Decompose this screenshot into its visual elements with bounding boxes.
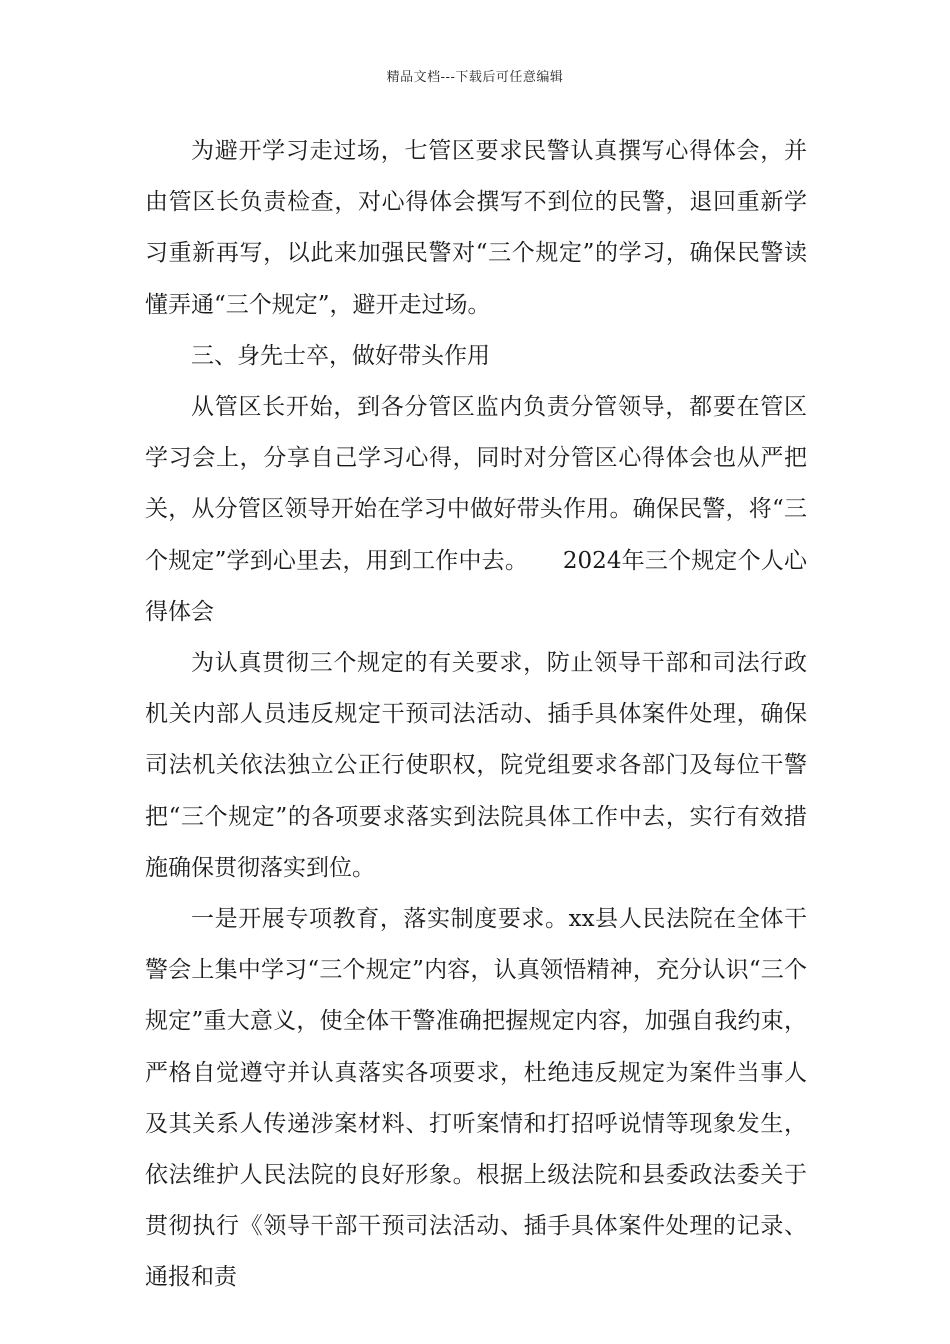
paragraph: 一是开展专项教育，落实制度要求。xx县人民法院在全体干警会上集中学习“三个规定”内容，认真领悟精神，充分认识“三个规定”重大意义，使全体干警准确把握规定内容，加强自我约束，严格自觉遵守并认真落实各项要求，杜绝违反规定为案件当事人及其关系人传递涉案材料、打听案情和打招呼说情等现象发生，依法维护人民法院的良好形象。根据上级法院和县委政法委关于贯彻执行《领导干部干预司法活动、插手具体案件处理的记录、通报和责 — [145, 906, 807, 1291]
paragraph: 为认真贯彻三个规定的有关要求，防止领导干部和司法行政机关内部人员违反规定干预司法活动、插手具体案件处理，确保司法机关依法独立公正行使职权，院党组要求各部门及每位干警把“三个规定”的各项要求落实到法院具体工作中去，实行有效措施确保贯彻落实到位。 — [145, 650, 807, 881]
section-heading: 三、身先士卒，做好带头作用 — [191, 342, 490, 369]
paragraph: 从管区长开始，到各分管区监内负责分管领导，都要在管区学习会上，分享自己学习心得，同时对分管区心得体会也从严把关，从分管区领导开始在学习中做好带头作用。确保民警，将“三个规定”学到心里去，用到工作中去。 2024年三个规定个人心得体会 — [145, 394, 807, 625]
document-body — [145, 126, 807, 1304]
page-header: 精品文档---下载后可任意编辑 — [386, 70, 564, 85]
paragraph: 为避开学习走过场，七管区要求民警认真撰写心得体会，并由管区长负责检查，对心得体会撰写不到位的民警，退回重新学习重新再写，以此来加强民警对“三个规定”的学习，确保民警读懂弄通“三个规定”，避开走过场。 — [145, 138, 807, 318]
